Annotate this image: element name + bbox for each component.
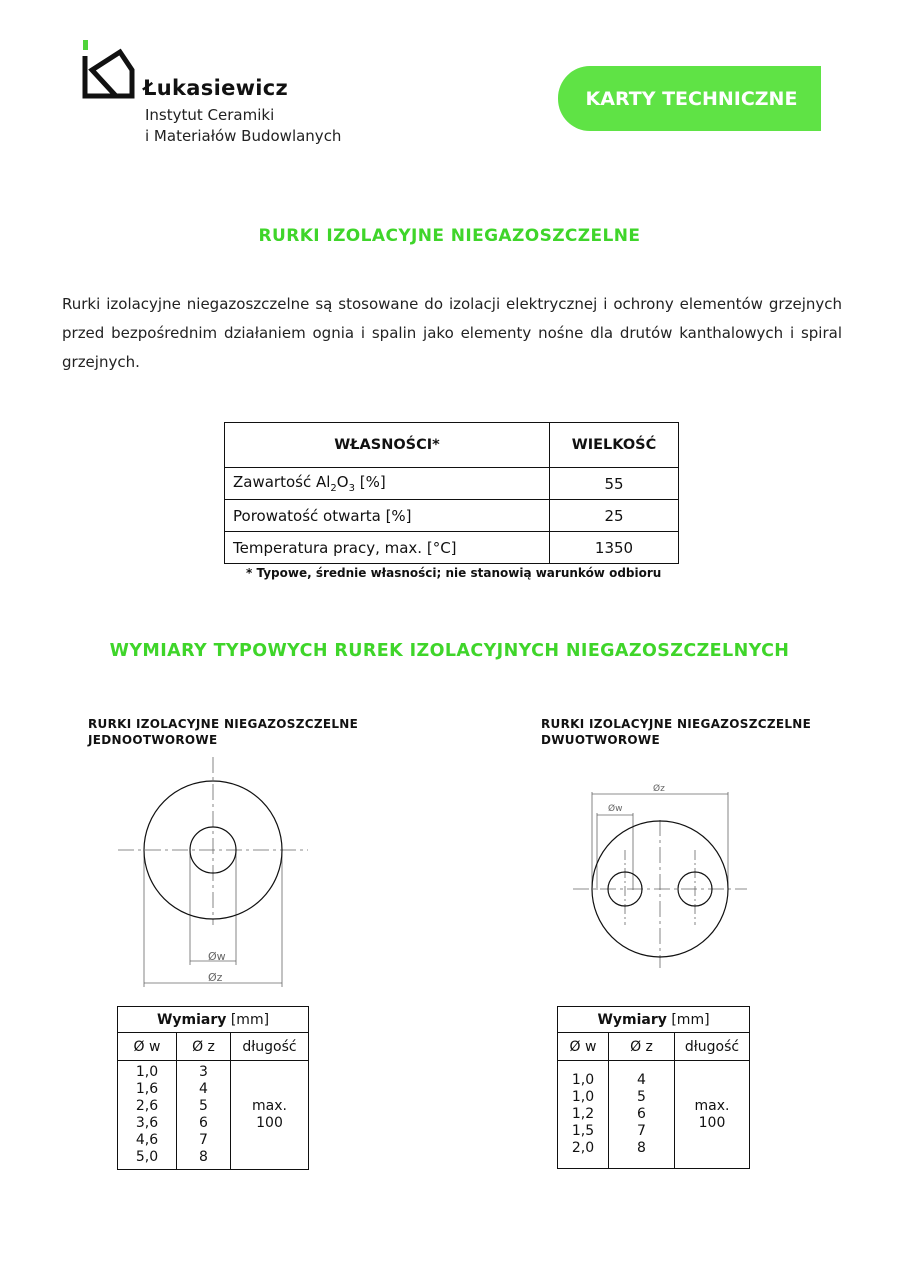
diameter-w-label: Øw [608, 804, 623, 814]
z-values: 3 4 5 6 7 8 [177, 1061, 231, 1170]
diameter-z-label: Øz [208, 971, 223, 984]
property-value: 25 [550, 500, 679, 532]
section-badge: KARTY TECHNICZNE [558, 66, 821, 131]
property-value: 55 [550, 468, 679, 500]
w-values: 1,0 1,6 2,6 3,6 4,6 5,0 [118, 1061, 177, 1170]
diameter-w-label: Øw [208, 950, 226, 963]
page-title: RURKI IZOLACYJNE NIEGAZOSZCZELNE [258, 226, 641, 246]
column-header-z: Ø z [177, 1033, 231, 1061]
table-row [225, 500, 679, 532]
column-header-length: długość [231, 1033, 309, 1061]
dimensions-title: WYMIARY TYPOWYCH RUREK IZOLACYJNYCH NIEGAZOSZCZELNYCH [109, 641, 790, 661]
single-hole-title: RURKI IZOLACYJNE NIEGAZOSZCZELNE JEDNOOTWOROWE [88, 717, 359, 747]
property-label: Temperatura pracy, max. [°C] [225, 532, 550, 564]
column-header-length: długość [675, 1033, 750, 1061]
properties-header-value: WIELKOŚĆ [550, 423, 679, 468]
properties-header-property: WŁASNOŚCI* [225, 423, 550, 468]
z-values: 4 5 6 7 8 [609, 1061, 675, 1169]
double-hole-drawing [565, 780, 755, 970]
dimensions-table-header: Wymiary [mm] [118, 1007, 309, 1033]
dimensions-table-header: Wymiary [mm] [558, 1007, 750, 1033]
property-value: 1350 [550, 532, 679, 564]
w-values: 1,0 1,0 1,2 1,5 2,0 [558, 1061, 609, 1169]
table-row [225, 532, 679, 564]
single-hole-dimensions-table [117, 1006, 309, 1170]
property-label: Porowatość otwarta [%] [225, 500, 550, 532]
column-header-z: Ø z [609, 1033, 675, 1061]
intro-paragraph: Rurki izolacyjne niegazoszczelne są stosowane do izolacji elektrycznej i ochrony elementów grzejnych przed bezpośrednim działaniem ognia i spalin jako elementy nośne dla drutów kanthalowych i spiral grzejnych. [62, 295, 842, 371]
double-hole-dimensions-table [557, 1006, 750, 1169]
column-header-w: Ø w [118, 1033, 177, 1061]
column-header-w: Ø w [558, 1033, 609, 1061]
length-value: max. 100 [231, 1061, 309, 1170]
properties-header-row [225, 423, 679, 468]
property-label: Zawartość $Al_2O_3$ [%] [225, 468, 550, 500]
properties-table [224, 422, 679, 564]
length-value: max. 100 [675, 1061, 750, 1169]
single-hole-drawing [110, 755, 320, 995]
org-subtitle-line-1: Instytut Ceramiki [145, 106, 275, 124]
org-name: Łukasiewicz [143, 76, 289, 100]
diameter-z-label: Øz [653, 784, 665, 794]
properties-footnote: * Typowe, średnie własności; nie stanowią warunków odbioru [246, 566, 662, 580]
table-row [225, 468, 679, 500]
org-subtitle-line-2: i Materiałów Budowlanych [145, 127, 342, 145]
lukasiewicz-logo-icon [80, 40, 136, 102]
double-hole-title: RURKI IZOLACYJNE NIEGAZOSZCZELNE DWUOTWOROWE [541, 717, 812, 747]
